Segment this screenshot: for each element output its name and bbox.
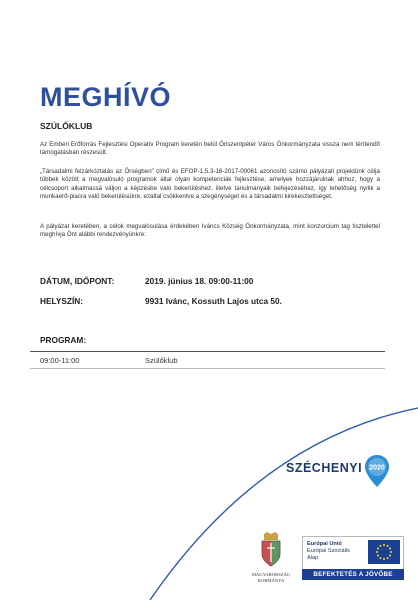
coat-of-arms-icon (258, 532, 284, 570)
project-paragraph: „Társadalmi felzárkóztatás az Őrségben” című és EFOP-1.5.3-16-2017-00061 azonosító számú pályázati projektünk célja többek között a megvalósuló programok által olyan kompetenciák fejlesztése, amelyek hozzájárulnak ahhoz, hogy a célcsoport alkalmassá váljon a képzésbe való bekerüléshez, illetve tanulmányaik befejezéséhez, így lehetőség nyílik a munkaerő-piacra való bekerülésükre, ezáltal csökkentve a szegénységet és a társadalmi kirekesztettséget. (40, 168, 380, 201)
intro-paragraph: Az Emberi Erőforrás Fejlesztési Operatív Program keretén belül Őriszentpéter Város Önkormányzata vissza nem térítendő támogatásban részesült. (40, 141, 380, 157)
eu-logo-box (302, 536, 404, 570)
date-value: 2019. június 18. 09:00-11:00 (145, 276, 254, 286)
program-time: 09:00-11:00 (40, 356, 80, 365)
program-label: PROGRAM: (40, 335, 87, 345)
place-value: 9931 Ivánc, Kossuth Lajos utca 50. (145, 296, 282, 306)
slogan-banner: BEFEKTETÉS A JÖVŐBE (302, 569, 404, 580)
eu-text: Európai Unió Európai Szociális Alap (307, 541, 350, 561)
szechenyi-year: 2020 (369, 464, 385, 472)
government-label: MAGYARORSZÁG KORMÁNYA (251, 572, 291, 583)
event-name: SZÜLŐKLUB (40, 121, 93, 131)
invitation-paragraph: A pályázat keretében, a célok megvalósulása érdekében Iváncs Község Önkormányzata, mint konzorcium tag tisztelettel meghívja Önt alábbi rendezvényünkre: (40, 223, 380, 239)
eu-flag-icon (368, 540, 400, 564)
szechenyi-logo-text: SZÉCHENYI (286, 461, 363, 475)
place-label: HELYSZÍN: (40, 296, 84, 306)
szechenyi-pin-icon (364, 454, 390, 488)
page-title: MEGHÍVÓ (40, 82, 172, 112)
program-item: Szülőklub (145, 356, 178, 365)
date-label: DÁTUM, IDŐPONT: (40, 276, 115, 286)
